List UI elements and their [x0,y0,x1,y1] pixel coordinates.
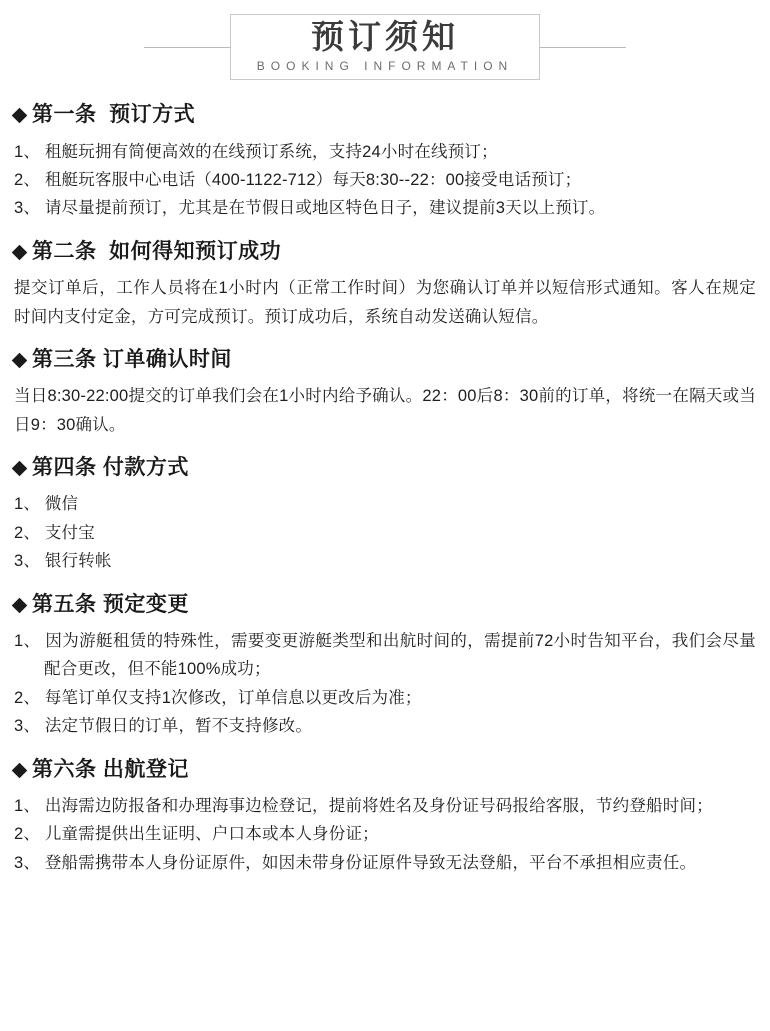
list-item [14,627,756,684]
section-5 [14,590,756,741]
section-1-heading [14,100,756,129]
section-6-heading [14,755,756,784]
list-item-text: 2、 儿童需提供出生证明、户口本或本人身份证； [14,825,379,844]
header-rule-right [540,47,626,48]
list-item [14,166,756,194]
section-5-list [14,627,756,741]
section-4-heading [14,453,756,482]
page-title: 预订须知 [310,18,459,55]
section-4-heading-text: 第四条 付款方式 [32,456,189,480]
list-item-text: 2、 每笔订单仅支持1次修改，订单信息以更改后为准； [14,688,422,707]
section-3-paragraph: 当日8:30-22:00提交的订单我们会在1小时内给予确认。22：00后8：30前的订单，将统一在隔天或当日9：30确认。 [14,387,756,434]
diamond-bullet-icon [12,598,28,614]
section-5-heading [14,590,756,619]
list-item [14,792,756,820]
list-item [14,490,756,518]
section-1 [14,100,756,223]
list-item [14,138,756,166]
list-item-text: 3、 法定节假日的订单，暂不支持修改。 [14,717,313,736]
list-item-text: 1、 出海需边防报备和办理海事边检登记，提前将姓名及身份证号码报给客服，节约登船时间； [14,796,713,815]
section-2-heading [14,237,756,266]
list-item [14,712,756,740]
section-4-list [14,490,756,575]
list-item [14,684,756,712]
diamond-bullet-icon [12,108,28,124]
section-6 [14,755,756,878]
title-row [14,14,756,80]
section-1-heading-text: 第一条 预订方式 [32,103,196,127]
diamond-bullet-icon [12,762,28,778]
list-item-text: 3、 登船需携带本人身份证原件，如因未带身份证原件导致无法登船，平台不承担相应责任。 [14,853,697,872]
section-1-list [14,138,756,223]
list-item-text: 3、 银行转帐 [14,552,112,571]
page-subtitle: BOOKING INFORMATION [256,59,514,74]
diamond-bullet-icon [12,353,28,369]
list-item-text: 1、 因为游艇租赁的特殊性，需要变更游艇类型和出航时间的，需提前72小时告知平台，我们会尽量配合更改，但不能100%成功； [14,632,756,679]
section-2-heading-text: 第二条 如何得知预订成功 [32,239,282,263]
section-4 [14,453,756,576]
section-3-heading-text: 第三条 订单确认时间 [32,347,232,371]
list-item [14,820,756,848]
title-box [230,14,540,80]
list-item [14,194,756,222]
list-item-text: 2、 支付宝 [14,523,95,542]
document-header [14,0,756,86]
list-item-text: 2、 租艇玩客服中心电话（400-1122-712）每天8:30--22：00接受电话预订； [14,171,582,190]
section-2-paragraph: 提交订单后，工作人员将在1小时内（正常工作时间）为您确认订单并以短信形式通知。客人在规定时间内支付定金，方可完成预订。预订成功后，系统自动发送确认短信。 [14,279,756,326]
section-6-heading-text: 第六条 出航登记 [32,757,189,781]
diamond-bullet-icon [12,245,28,261]
section-3 [14,345,756,439]
section-3-heading [14,345,756,374]
list-item [14,849,756,877]
list-item-text: 3、 请尽量提前预订，尤其是在节假日或地区特色日子，建议提前3天以上预订。 [14,199,606,218]
section-6-list [14,792,756,877]
list-item [14,547,756,575]
list-item [14,519,756,547]
header-rule-left [144,47,230,48]
list-item-text: 1、 微信 [14,495,79,514]
diamond-bullet-icon [12,461,28,477]
section-5-heading-text: 第五条 预定变更 [32,592,189,616]
section-2 [14,237,756,331]
list-item-text: 1、 租艇玩拥有简便高效的在线预订系统，支持24小时在线预订； [14,142,498,161]
